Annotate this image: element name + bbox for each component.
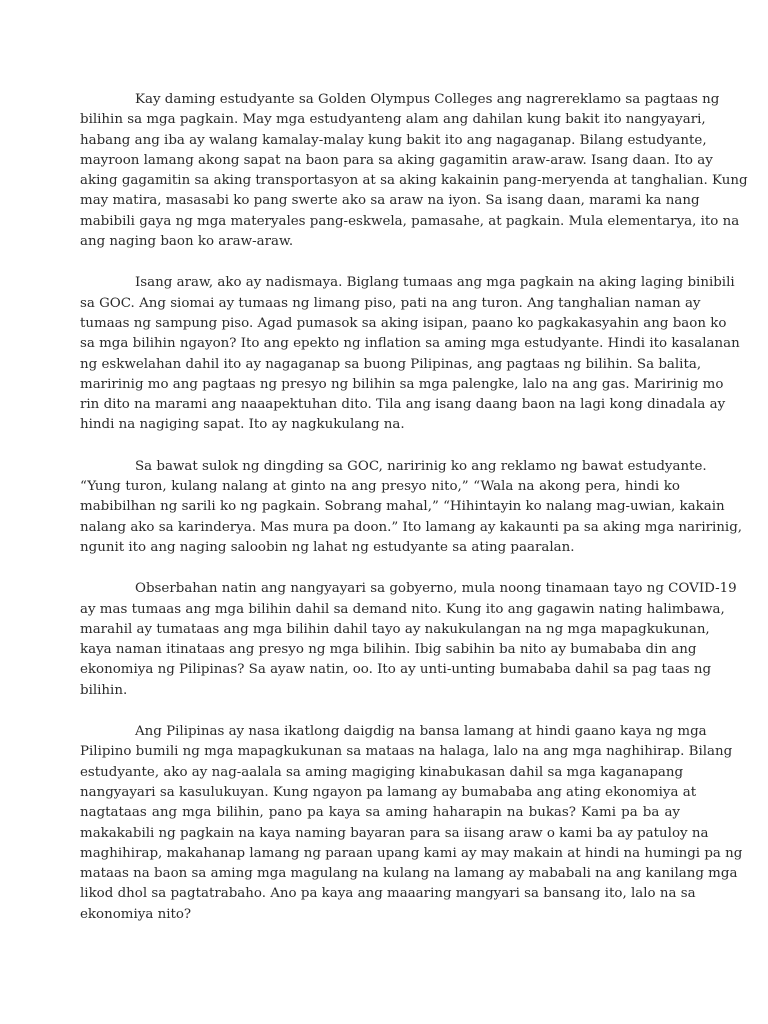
text-line: sa mga bilihin ngayon? Ito ang epekto ng inflation sa aming mga estudyante. Hindi ito kasalanan [80,336,740,352]
text-line: “Yung turon, kulang nalang at ginto na ang presyo nito,” “Wala na akong pera, hindi ko [80,479,680,495]
paragraph-1 [80,90,748,252]
text-line: ekonomiya nito? [80,906,192,922]
text-line: may matira, masasabi ko pang swerte ako sa araw na iyon. Sa isang daan, marami ka nang [80,193,700,209]
text-line: Pilipino bumili ng mga mapagkukunan sa mataas na halaga, lalo na ang mga naghihirap. Bilang [80,744,733,760]
text-line: ng eskwelahan dahil ito ay nagaganap sa buong Pilipinas, ang pagtaas ng bilihin. Sa balita, [80,356,702,372]
text-line: bilihin sa mga pagkain. May mga estudyanteng alam ang dahilan kung bakit ito nangyayari, [80,112,706,128]
text-line: rin dito na marami ang naaapektuhan dito. Tila ang isang daang baon na lagi kong dinadala ay [80,397,726,413]
text-line: habang ang iba ay walang kamalay-malay kung bakit ito ang nagaganap. Bilang estudyante, [80,132,707,148]
text-line: ngunit ito ang naging saloobin ng lahat ng estudyante sa ating paaralan. [80,539,575,555]
paragraph-5 [80,722,743,925]
text-line: estudyante, ako ay nag-aalala sa aming magiging kinabukasan dahil sa mga kaganapang [80,764,684,780]
paragraph-4 [80,579,737,701]
text-line: tumaas ng sampung piso. Agad pumasok sa aking isipan, paano ko pagkakasyahin ang baon ko [80,315,727,331]
text-line: Kay daming estudyante sa Golden Olympus Colleges ang nagrereklamo sa pagtaas ng [135,92,720,107]
text-line: ekonomiya ng Pilipinas? Sa ayaw natin, oo. Ito ay unti-unting bumababa dahil sa pag taas ng [80,662,712,678]
text-line: Isang araw, ako ay nadismaya. Biglang tumaas ang mga pagkain na aking laging binibili [135,275,735,291]
text-line: ay mas tumaas ang mga bilihin dahil sa demand nito. Kung ito ang gagawin nating halimbawa, [80,601,725,617]
paragraph-3 [80,457,743,558]
text-line: marahil ay tumataas ang mga bilihin dahil tayo ay nakukulangan na ng mga mapagkukunan, [80,621,710,637]
text-line: Obserbahan natin ang nangyayari sa gobyerno, mula noong tinamaan tayo ng COVID-19 [135,581,737,597]
text-line: mataas na baon sa aming mga magulang na kulang na lamang ay mababali na ang kanilang mga [80,866,738,882]
text-line: bilihin. [80,682,128,698]
text-line: ang naging baon ko araw-araw. [80,234,294,250]
text-line: makakabili ng pagkain na kaya naming bayaran para sa iisang araw o kami ba ay patuloy na [80,825,709,841]
text-line: nagtataas ang mga bilihin, pano pa kaya sa aming haharapin na bukas? Kami pa ba ay [80,805,680,821]
document-body [80,90,748,946]
text-line: mabibilhan ng sarili ko ng pagkain. Sobrang mahal,” “Hihintayin ko nalang mag-uwian, kakain [80,499,725,515]
text-line: kaya naman itinataas ang presyo ng mga bilihin. Ibig sabihin ba nito ay bumababa din ang [80,642,697,658]
text-line: maghihirap, makahanap lamang ng paraan upang kami ay may makain at hindi na humingi pa ng [80,845,743,861]
text-line: hindi na nagiging sapat. Ito ay nagkukulang na. [80,417,405,433]
text-line: nangyayari sa kasulukuyan. Kung ngayon pa lamang ay bumababa ang ating ekonomiya at [80,784,697,800]
text-line: aking gagamitin sa aking transportasyon at sa aking kakainin pang-meryenda at tanghalian. Kung [80,173,748,189]
text-line: nalang ako sa karinderya. Mas mura pa doon.” Ito lamang ay kakaunti pa sa aking mga naririnig, [80,519,743,535]
text-line: mabibili gaya ng mga materyales pang-eskwela, pamasahe, at pagkain. Mula elementarya, ito na [80,213,740,229]
text-line: Ang Pilipinas ay nasa ikatlong daigdig na bansa lamang at hindi gaano kaya ng mga [135,724,707,740]
text-line: maririnig mo ang pagtaas ng presyo ng bilihin sa mga palengke, lalo na ang gas. Maririnig mo [80,376,724,392]
text-line: Sa bawat sulok ng dingding sa GOC, naririnig ko ang reklamo ng bawat estudyante. [135,458,707,474]
paragraph-2 [80,273,740,435]
text-line: sa GOC. Ang siomai ay tumaas ng limang piso, pati na ang turon. Ang tanghalian naman ay [80,295,701,311]
text-line: mayroon lamang akong sapat na baon para sa aking gagamitin araw-araw. Isang daan. Ito ay [80,152,713,168]
text-line: likod dhol sa pagtatrabaho. Ano pa kaya ang maaaring mangyari sa bansang ito, lalo na sa [80,886,696,902]
